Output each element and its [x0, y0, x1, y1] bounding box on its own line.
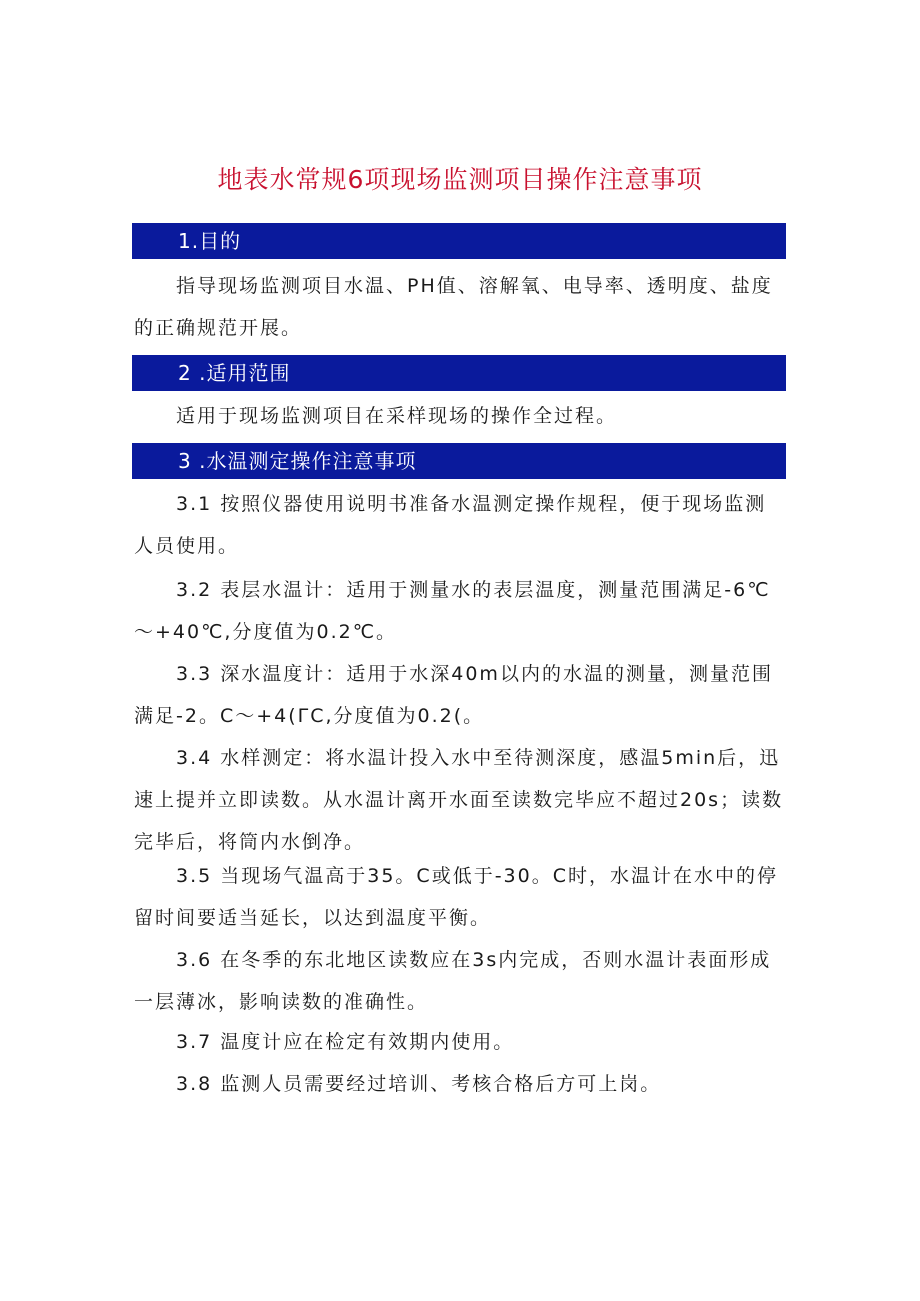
water-temp-item-3-4: 3.4 水样测定：将水温计投入水中至待测深度，感温5min后，迅速上提并立即读数。从水温计离开水面至读数完毕应不超过20s；读数完毕后，将筒内水倒净。 — [134, 747, 784, 853]
water-temp-item-3-2: 3.2 表层水温计：适用于测量水的表层温度，测量范围满足-6℃～+40℃,分度值为0.2℃。 — [134, 579, 771, 643]
section-heading-purpose: 1.目的 — [132, 223, 786, 259]
section-heading-scope: 2 .适用范围 — [132, 355, 786, 391]
scope-paragraph: 适用于现场监测项目在采样现场的操作全过程。 — [176, 405, 618, 427]
water-temp-item-3-8: 3.8 监测人员需要经过培训、考核合格后方可上岗。 — [176, 1073, 662, 1095]
water-temp-item-3-6: 3.6 在冬季的东北地区读数应在3s内完成，否则水温计表面形成一层薄冰，影响读数的准确性。 — [134, 949, 772, 1013]
section-heading-water-temp: 3 .水温测定操作注意事项 — [132, 443, 786, 479]
water-temp-item-3-7: 3.7 温度计应在检定有效期内使用。 — [176, 1031, 515, 1053]
water-temp-item-3-5: 3.5 当现场气温高于35。C或低于-30。C时，水温计在水中的停留时间要适当延长，以达到温度平衡。 — [134, 865, 778, 929]
water-temp-item-3-3: 3.3 深水温度计：适用于水深40m以内的水温的测量，测量范围满足-2。C～+4(ΓC,分度值为0.2(。 — [134, 663, 773, 727]
water-temp-item-3-1: 3.1 按照仪器使用说明书准备水温测定操作规程，便于现场监测人员使用。 — [134, 493, 767, 557]
purpose-paragraph: 指导现场监测项目水温、PH值、溶解氧、电导率、透明度、盐度的正确规范开展。 — [134, 275, 773, 339]
document-title: 地表水常规6项现场监测项目操作注意事项 — [217, 165, 703, 194]
